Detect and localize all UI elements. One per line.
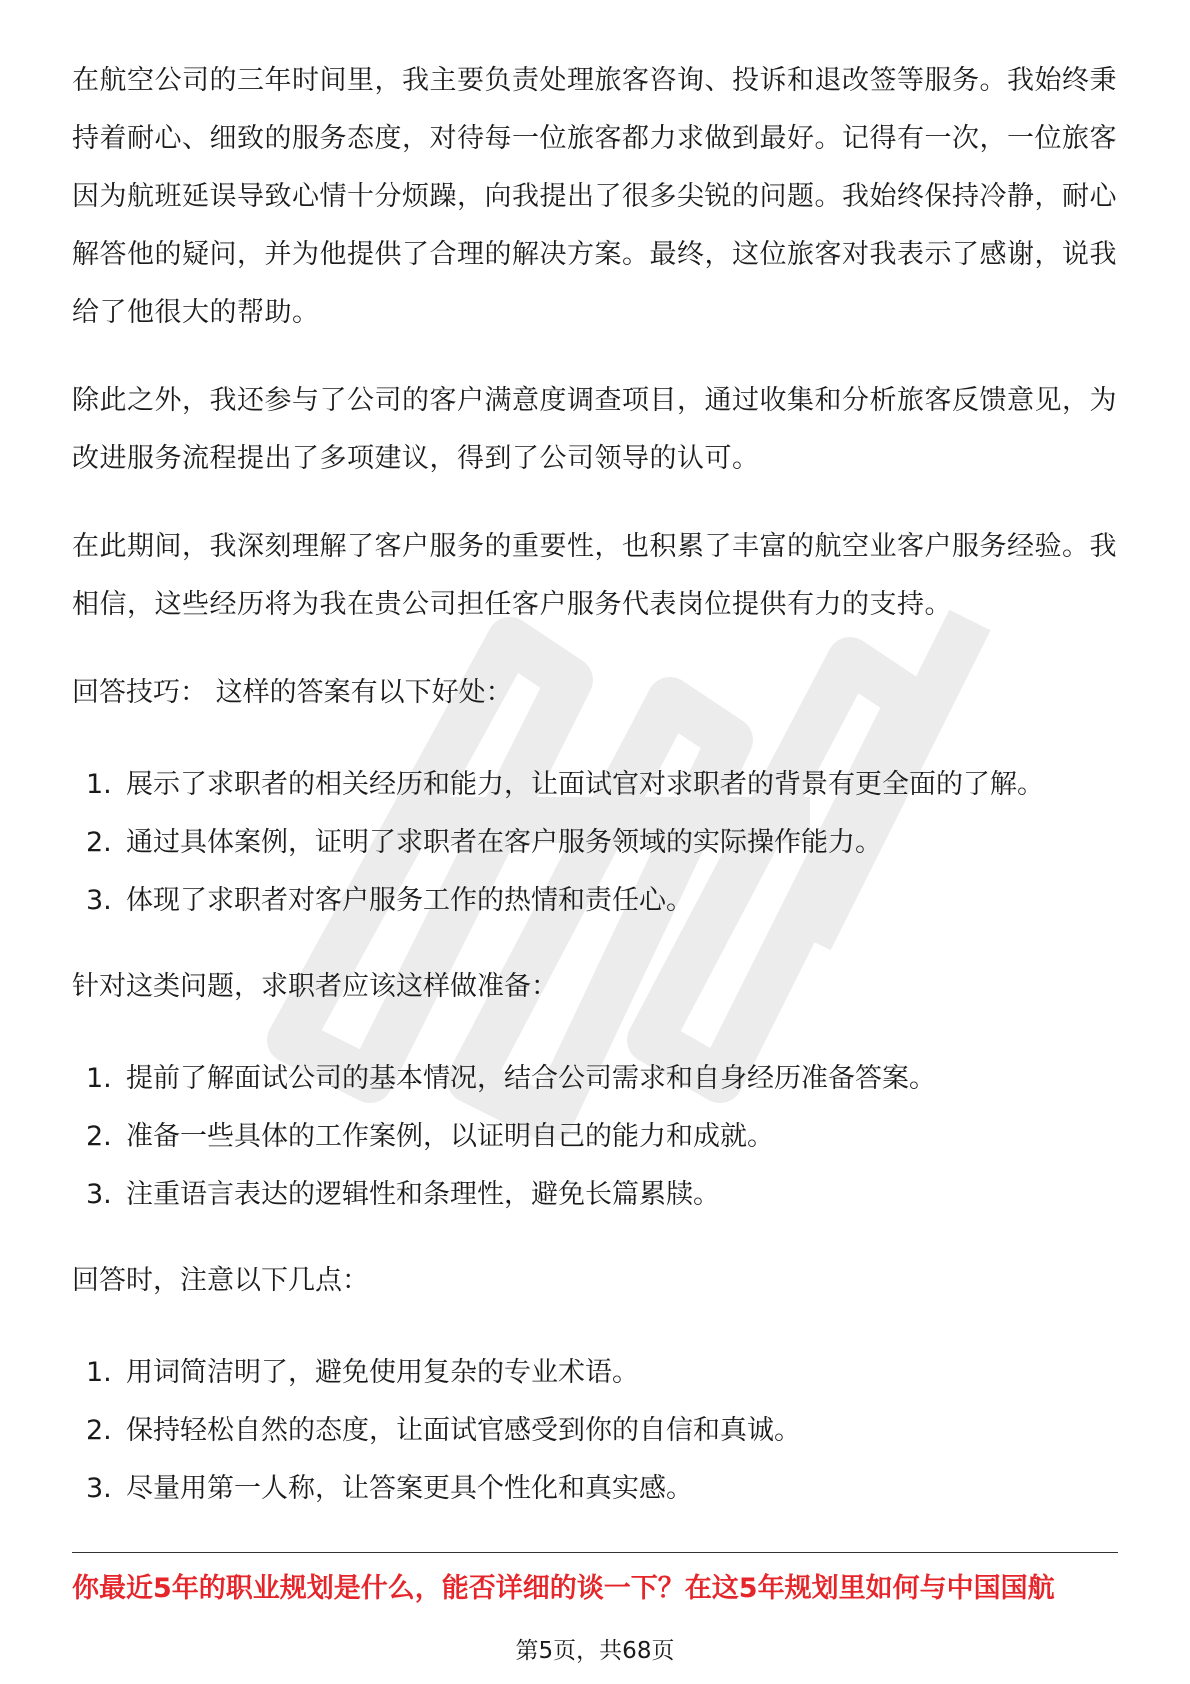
list-item-text: 保持轻松自然的态度，让面试官感受到你的自信和真诚。 [126, 1415, 801, 1446]
list-item [72, 1460, 1118, 1518]
list-item [72, 756, 1118, 814]
list-item-text: 注重语言表达的逻辑性和条理性，避免长篇累牍。 [126, 1179, 720, 1210]
list-item [72, 1050, 1118, 1108]
list-item-number: 1. [86, 1063, 112, 1094]
list-item [72, 814, 1118, 872]
tips-heading: 回答技巧： 这样的答案有以下好处： [72, 677, 513, 708]
list-item [72, 872, 1118, 930]
list-item-number: 3. [86, 885, 112, 916]
notes-list [72, 1344, 1118, 1518]
answer-paragraph-1: 在航空公司的三年时间里，我主要负责处理旅客咨询、投诉和退改签等服务。我始终秉持着耐心、细致的服务态度，对待每一位旅客都力求做到最好。记得有一次，一位旅客因为航班延误导致心情十分烦躁，向我提出了很多尖锐的问题。我始终保持冷静，耐心解答他的疑问，并为他提供了合理的解决方案。最终，这位旅客对我表示了感谢，说我给了他很大的帮助。 [72, 65, 1117, 328]
answer-paragraph-2: 除此之外，我还参与了公司的客户满意度调查项目，通过收集和分析旅客反馈意见，为改进服务流程提出了多项建议，得到了公司领导的认可。 [72, 385, 1117, 474]
notes-heading: 回答时，注意以下几点： [72, 1265, 369, 1296]
next-question-heading: 你最近5年的职业规划是什么，能否详细的谈一下？在这5年规划里如何与中国国航 [72, 1573, 1055, 1604]
list-item-text: 尽量用第一人称，让答案更具个性化和真实感。 [126, 1473, 693, 1504]
main-content [72, 52, 1118, 1546]
list-item [72, 1402, 1118, 1460]
list-item-number: 2. [86, 1415, 112, 1446]
page-number: 第5页，共68页 [515, 1638, 675, 1664]
answer-paragraph-3: 在此期间，我深刻理解了客户服务的重要性，也积累了丰富的航空业客户服务经验。我相信，这些经历将为我在贵公司担任客户服务代表岗位提供有力的支持。 [72, 531, 1117, 620]
list-item-text: 提前了解面试公司的基本情况，结合公司需求和自身经历准备答案。 [126, 1063, 936, 1094]
list-item [72, 1108, 1118, 1166]
list-item-text: 用词简洁明了，避免使用复杂的专业术语。 [126, 1357, 639, 1388]
list-item [72, 1166, 1118, 1224]
list-item-number: 1. [86, 1357, 112, 1388]
tips-list [72, 756, 1118, 930]
section-divider [72, 1552, 1118, 1553]
list-item-number: 2. [86, 1121, 112, 1152]
prep-heading: 针对这类问题，求职者应该这样做准备： [72, 971, 558, 1002]
list-item-number: 2. [86, 827, 112, 858]
prep-list [72, 1050, 1118, 1224]
list-item-text: 通过具体案例，证明了求职者在客户服务领域的实际操作能力。 [126, 827, 882, 858]
list-item-text: 体现了求职者对客户服务工作的热情和责任心。 [126, 885, 693, 916]
list-item-text: 展示了求职者的相关经历和能力，让面试官对求职者的背景有更全面的了解。 [126, 769, 1044, 800]
list-item-number: 3. [86, 1473, 112, 1504]
list-item-number: 3. [86, 1179, 112, 1210]
list-item-number: 1. [86, 769, 112, 800]
list-item [72, 1344, 1118, 1402]
list-item-text: 准备一些具体的工作案例，以证明自己的能力和成就。 [126, 1121, 774, 1152]
